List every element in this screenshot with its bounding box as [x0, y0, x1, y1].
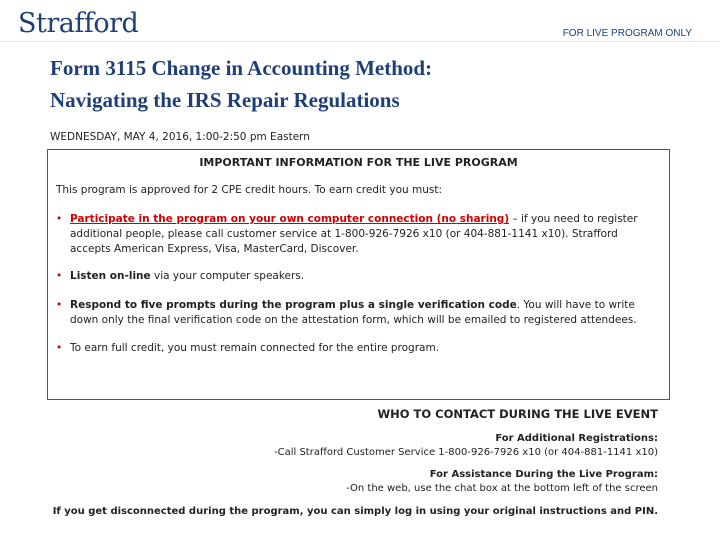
info-box-intro: This program is approved for 2 CPE credit hours. To earn credit you must:: [56, 184, 443, 196]
bullet-dot-icon: •: [56, 299, 63, 311]
title-line-1: Form 3115 Change in Accounting Method:: [50, 56, 433, 80]
registration-label: For Additional Registrations:: [495, 433, 658, 444]
bullet-item: [56, 269, 656, 284]
info-box-heading: IMPORTANT INFORMATION FOR THE LIVE PROGRAM: [199, 156, 518, 169]
live-program-label: FOR LIVE PROGRAM ONLY: [562, 28, 692, 39]
bullet-dot-icon: •: [56, 342, 63, 354]
bullet-item: [56, 298, 656, 328]
bullet-dot-icon: •: [56, 270, 63, 282]
bullet-lead: Listen on-line: [70, 270, 151, 282]
bullet-text: . You will have to write down only the final verification code on the attestation form, which will be emailed to registered attendees.: [70, 299, 637, 326]
page-title: [50, 52, 432, 116]
program-date: WEDNESDAY, MAY 4, 2016, 1:00-2:50 pm Eastern: [50, 131, 310, 143]
bullet-text: – if you need to register additional people, please call customer service at 1-800-926-7926 x10 (or 404-881-1141 x10). Strafford accepts American Express, Visa, MasterCard, Discover.: [70, 213, 638, 255]
disconnect-note: If you get disconnected during the program, you can simply log in using your original instructions and PIN.: [52, 506, 658, 517]
bullet-item: [56, 212, 656, 257]
assistance-label: For Assistance During the Live Program:: [429, 469, 658, 480]
title-line-2: Navigating the IRS Repair Regulations: [50, 88, 400, 112]
bullet-dot-icon: •: [56, 213, 63, 225]
assistance-text: -On the web, use the chat box at the bottom left of the screen: [346, 483, 658, 494]
bullet-lead: Respond to five prompts during the program plus a single verification code: [70, 299, 517, 311]
bullet-item: [56, 341, 656, 356]
bullet-text: via your computer speakers.: [150, 270, 305, 282]
header-divider: [0, 41, 720, 42]
contact-heading: WHO TO CONTACT DURING THE LIVE EVENT: [377, 407, 658, 421]
registration-text: -Call Strafford Customer Service 1-800-926-7926 x10 (or 404-881-1141 x10): [273, 447, 658, 458]
strafford-logo: Strafford: [18, 8, 139, 39]
important-info-box: [47, 149, 670, 400]
bullet-lead: Participate in the program on your own computer connection (no sharing): [70, 213, 510, 225]
bullet-text: To earn full credit, you must remain connected for the entire program.: [70, 342, 440, 354]
